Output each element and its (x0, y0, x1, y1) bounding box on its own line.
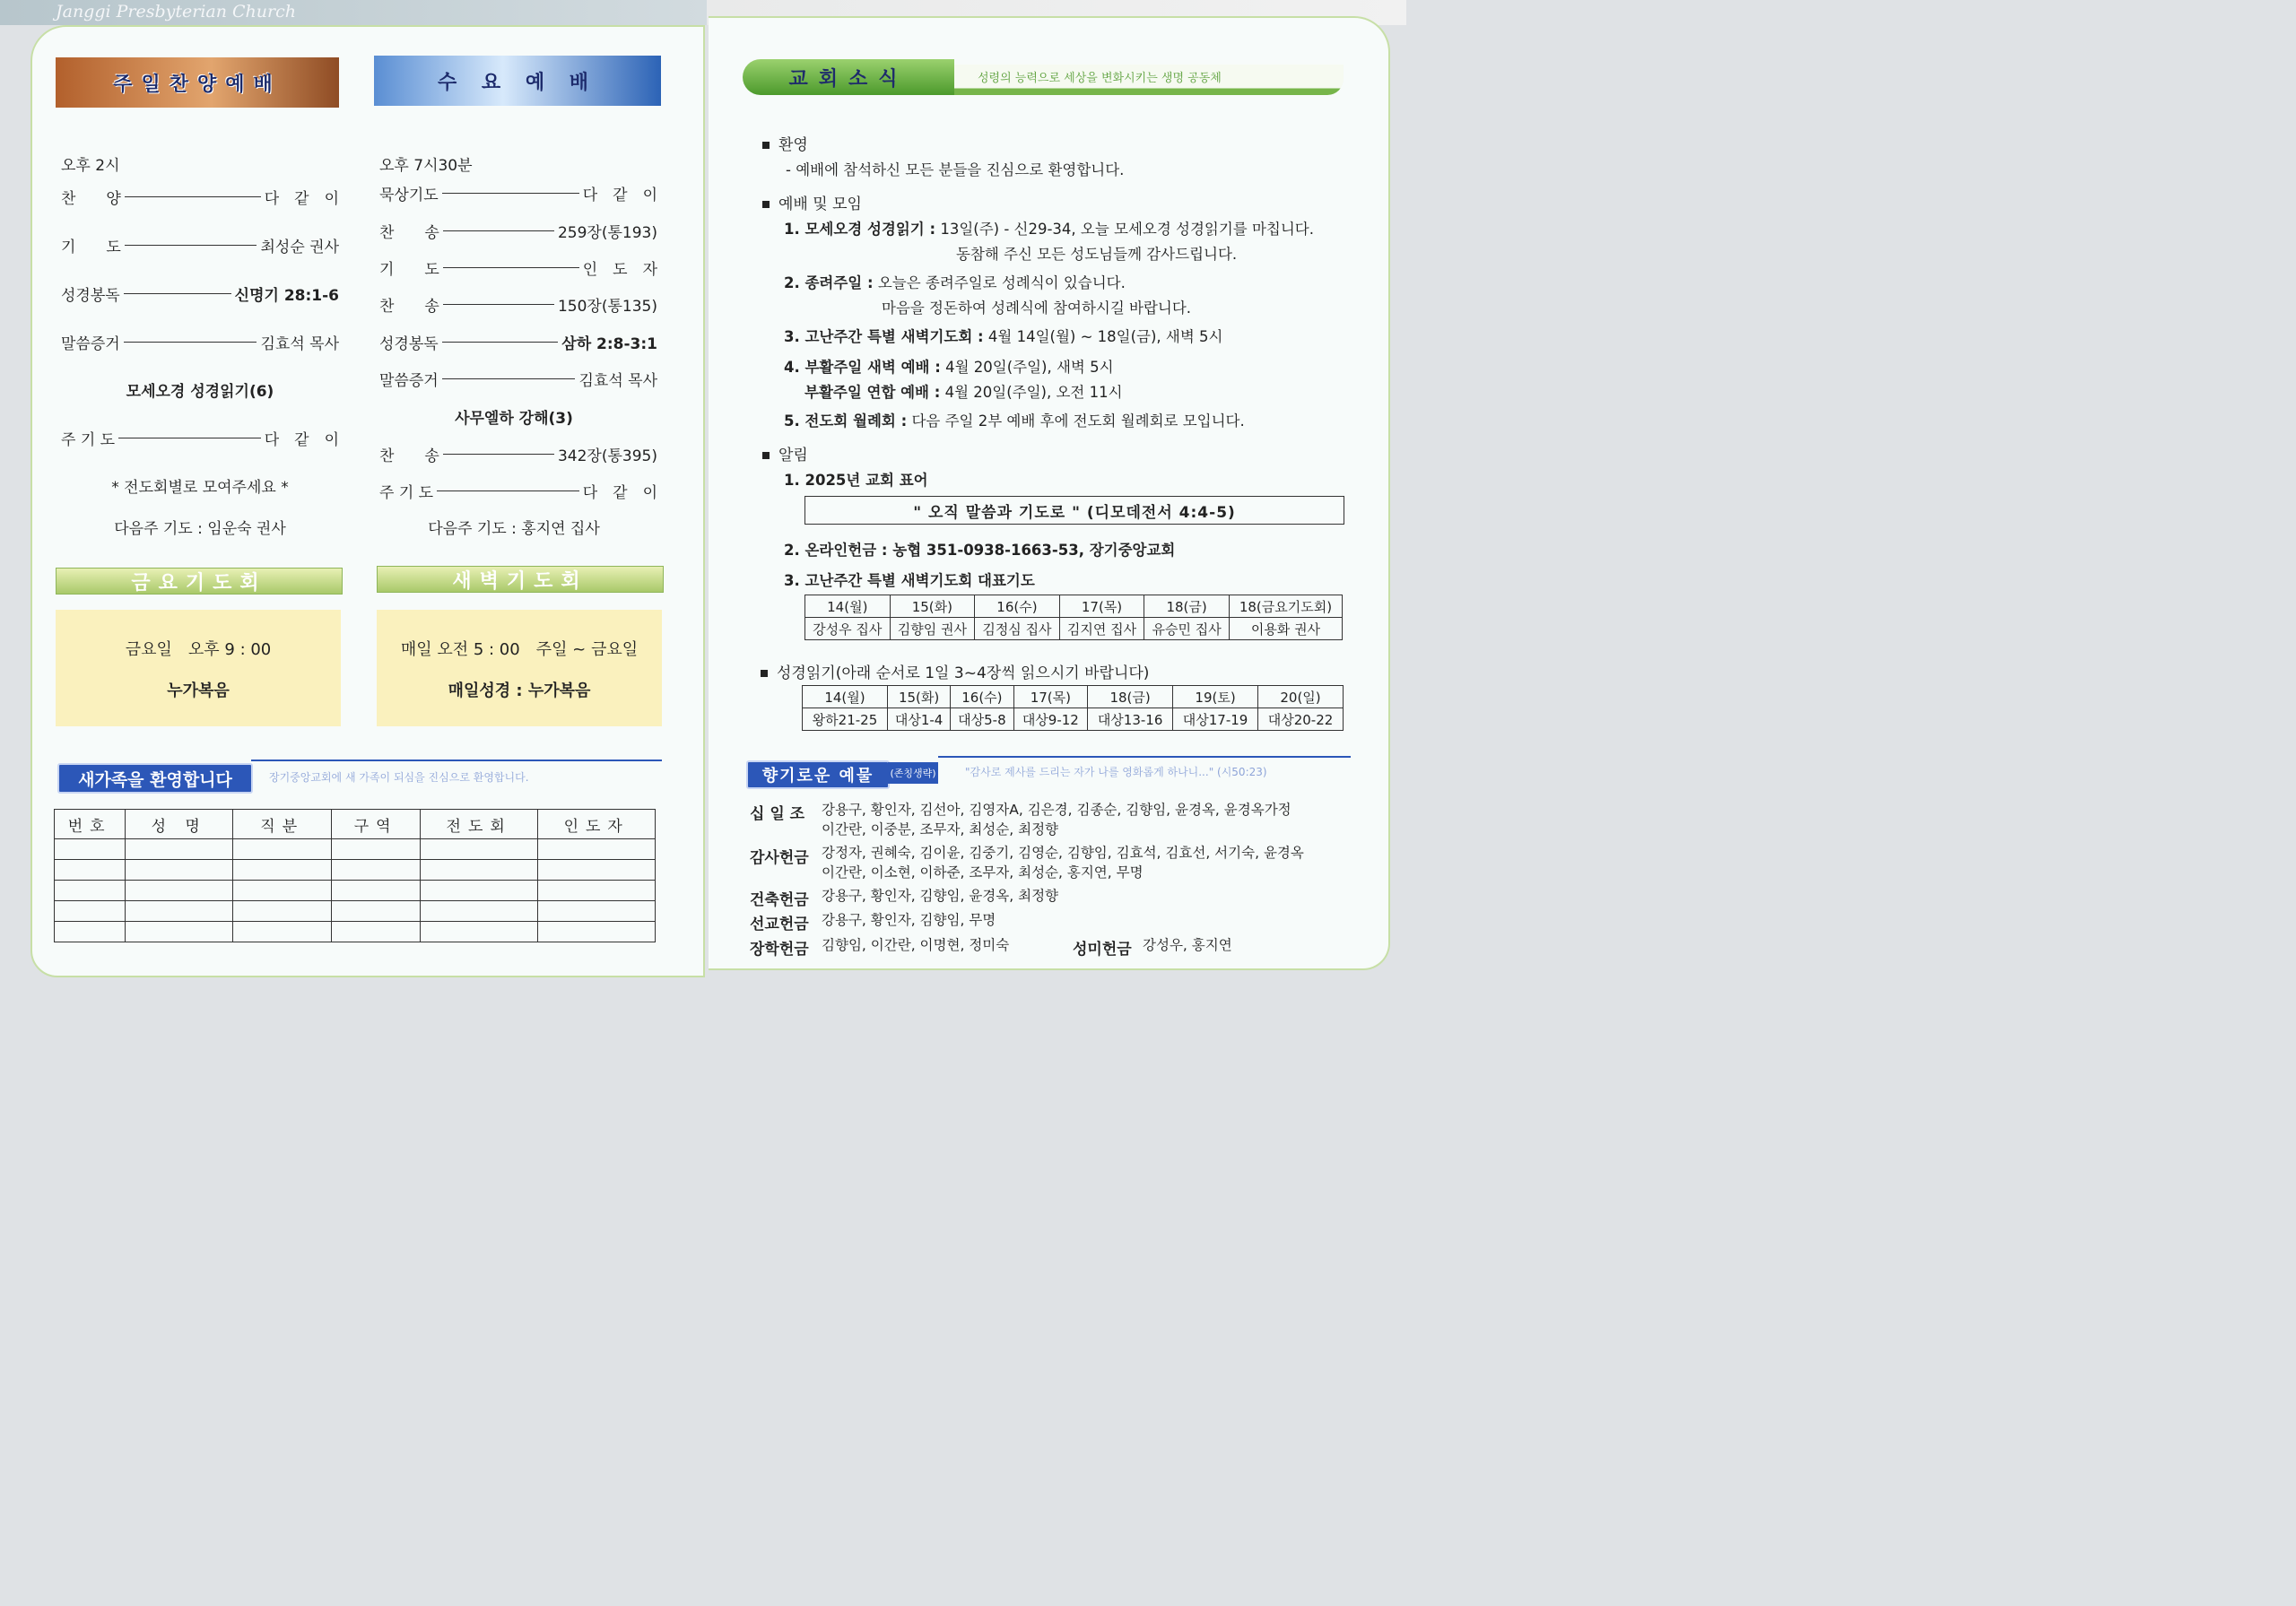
sunday-row (61, 186, 339, 208)
column-header: 성 명 (126, 810, 233, 839)
table-cell: 대상20-22 (1258, 708, 1344, 731)
row-label: 기 도 (61, 239, 121, 256)
welcome-text: - 예배에 참석하신 모든 분들을 진심으로 환영합니다. (786, 161, 1125, 178)
column-header: 구역 (332, 810, 421, 839)
news-header (743, 59, 1344, 95)
scholarship-offering-names: 김향임, 이간란, 이명현, 정미숙 (822, 937, 1010, 953)
offering-verse: "감사로 제사를 드리는 자가 나를 영화롭게 하나니..." (시50:23) (965, 766, 1267, 778)
church-brand: Janggi Presbyterian Church (56, 2, 296, 22)
friday-prayer-box (56, 610, 341, 726)
table-cell: 유승민 집사 (1144, 618, 1230, 640)
row-label: 주 기 도 (61, 431, 116, 449)
table-cell: 대상9-12 (1013, 708, 1088, 731)
news-header-subtitle: 성령의 능력으로 세상을 변화시키는 생명 공동체 (978, 72, 1222, 85)
notice-section-title: 알림 (762, 442, 808, 464)
news-item: 5. 전도회 월례회 : 다음 주일 2부 예배 후에 전도회 월례회로 모입니다. (784, 412, 1245, 430)
column-header: 직분 (233, 810, 332, 839)
new-family-rule (251, 760, 662, 761)
wednesday-row (379, 220, 657, 242)
row-value: 342장(통395) (557, 447, 657, 465)
table-cell: 19(토) (1173, 686, 1258, 708)
table-cell: 15(화) (890, 595, 975, 618)
row-label: 성경봉독 (61, 287, 120, 305)
column-header: 인도자 (538, 810, 656, 839)
news-item-continued: 동참해 주신 모든 성도님들께 감사드립니다. (956, 246, 1238, 263)
mission-offering-label: 선교헌금 (750, 916, 809, 933)
column-header: 번호 (55, 810, 126, 839)
row-value: 다 같 이 (582, 484, 657, 502)
table-cell: 이용화 권사 (1229, 618, 1342, 640)
welcome-section-title: 환영 (762, 132, 808, 154)
row-value: 김효석 목사 (578, 372, 657, 390)
row-label: 찬 송 (379, 447, 439, 465)
friday-prayer-header: 금요기도회 (56, 568, 343, 595)
table-cell: 16(수) (975, 595, 1060, 618)
bullet-icon (762, 452, 770, 459)
new-family-header: 새가족을 환영합니다 (57, 763, 253, 794)
building-offering-names: 강용구, 황인자, 김향임, 윤경옥, 최정향 (822, 888, 1059, 904)
table-cell: 17(목) (1013, 686, 1088, 708)
table-cell: 김지연 집사 (1059, 618, 1144, 640)
row-label: 주 기 도 (379, 484, 434, 502)
table-cell: 대상17-19 (1173, 708, 1258, 731)
table-cell: 17(목) (1059, 595, 1144, 618)
row-value: 김효석 목사 (260, 335, 339, 353)
news-header-title: 교회소식 (743, 59, 954, 95)
offering-rule (938, 756, 1351, 758)
table-cell: 14(월) (803, 686, 888, 708)
news-item: 1. 모세오경 성경읽기 : 13일(주) - 신29-34, 오늘 모세오경 성경읽기를 마칩니다. (784, 221, 1314, 238)
rice-offering-label: 성미헌금 (1073, 941, 1132, 959)
dawn-prayer-box (377, 610, 662, 726)
table-row (803, 686, 1344, 708)
notice-item: 1. 2025년 교회 표어 (784, 472, 928, 489)
notice-item: 3. 고난주간 특별 새벽기도회 대표기도 (784, 572, 1035, 589)
table-row (55, 881, 656, 901)
sunday-row (61, 427, 339, 449)
mission-offering-names: 강용구, 황인자, 김향임, 무명 (822, 912, 996, 928)
table-cell: 18(금) (1144, 595, 1230, 618)
table-row (55, 922, 656, 942)
table-cell: 14(월) (805, 595, 891, 618)
table-cell: 대상5-8 (951, 708, 1013, 731)
row-value: 최성순 권사 (260, 239, 339, 256)
tithe-names: 강용구, 황인자, 김선아, 김영자A, 김은경, 김종순, 김향임, 윤경옥, 윤경옥가정 이간란, 이중분, 조무자, 최성순, 최정향 (822, 802, 1292, 838)
row-value: 259장(통193) (557, 224, 657, 242)
new-family-table (54, 809, 656, 942)
wednesday-row (379, 368, 657, 390)
sunday-worship-header: 주일찬양예배 (56, 57, 339, 108)
news-item-continued: 부활주일 연합 예배 : 4월 20일(주일), 오전 11시 (804, 384, 1123, 401)
sunday-row (61, 234, 339, 256)
sunday-sermon-title: 모세오경 성경읽기(6) (126, 383, 274, 401)
wednesday-row (379, 256, 657, 279)
row-label: 말씀증거 (61, 335, 120, 353)
row-label: 기 도 (379, 261, 439, 279)
table-cell: 왕하21-25 (803, 708, 888, 731)
prayer-leader-table (804, 595, 1343, 640)
new-family-subtitle: 장기중앙교회에 새 가족이 되심을 진심으로 환영합니다. (269, 771, 529, 784)
dawn-prayer-header: 새벽기도회 (377, 566, 664, 593)
wednesday-row (379, 331, 657, 353)
wednesday-row (379, 293, 657, 316)
news-item: 3. 고난주간 특별 새벽기도회 : 4월 14일(월) ~ 18일(금), 새벽 5시 (784, 328, 1223, 345)
sunday-next-prayer: 다음주 기도 : 임운숙 권사 (114, 520, 286, 538)
wednesday-next-prayer: 다음주 기도 : 홍지연 집사 (428, 520, 600, 538)
table-row (55, 901, 656, 922)
table-cell: 강성우 집사 (805, 618, 891, 640)
tithe-label: 십 일 조 (750, 805, 805, 823)
table-row (805, 595, 1343, 618)
sunday-row (61, 331, 339, 353)
row-label: 묵상기도 (379, 187, 439, 204)
row-value: 인 도 자 (582, 261, 657, 279)
wednesday-sermon-title: 사무엘하 강해(3) (455, 410, 573, 428)
news-item: 4. 부활주일 새벽 예배 : 4월 20일(주일), 새벽 5시 (784, 359, 1114, 376)
thanks-offering-label: 감사헌금 (750, 849, 809, 867)
offering-honorific-tag: (존칭생략) (888, 762, 938, 784)
table-row (55, 839, 656, 860)
table-row (803, 708, 1344, 731)
friday-time: 금요일 오후 9 : 00 (125, 640, 272, 659)
building-offering-label: 건축헌금 (750, 891, 809, 909)
table-cell: 15(화) (887, 686, 950, 708)
row-label: 말씀증거 (379, 372, 439, 390)
table-cell: 김정심 집사 (975, 618, 1060, 640)
offering-header: 향기로운 예물 (746, 760, 890, 789)
table-cell: 20(일) (1258, 686, 1344, 708)
table-cell: 대상1-4 (887, 708, 950, 731)
row-label: 성경봉독 (379, 335, 439, 353)
meetings-section-title: 예배 및 모임 (762, 191, 862, 213)
row-value: 150장(통135) (557, 298, 657, 316)
row-label: 찬 송 (379, 298, 439, 316)
bible-reading-table (802, 685, 1344, 731)
table-row (805, 618, 1343, 640)
wednesday-row (379, 182, 657, 204)
bullet-icon (761, 670, 768, 677)
table-header-row (55, 810, 656, 839)
reading-section-title: 성경읽기(아래 순서로 1일 3~4장씩 읽으시기 바랍니다) (761, 660, 1149, 682)
dawn-time: 매일 오전 5 : 00 주일 ~ 금요일 (400, 640, 639, 659)
friday-book: 누가복음 (167, 681, 230, 700)
notice-item: 2. 온라인헌금 : 농협 351-0938-1663-53, 장기중앙교회 (784, 542, 1176, 559)
wednesday-worship-header: 수 요 예 배 (374, 56, 661, 106)
bullet-icon (762, 142, 770, 149)
sunday-note: * 전도회별로 모여주세요 * (111, 479, 289, 497)
wednesday-time: 오후 7시30분 (379, 157, 473, 175)
wednesday-row (379, 443, 657, 465)
column-header: 전도회 (420, 810, 537, 839)
wednesday-row (379, 480, 657, 502)
sunday-time: 오후 2시 (61, 157, 120, 175)
table-row (55, 860, 656, 881)
table-cell: 18(금요기도회) (1229, 595, 1342, 618)
bullet-icon (762, 201, 770, 208)
news-item-continued: 마음을 정돈하여 성례식에 참여하시길 바랍니다. (882, 299, 1192, 317)
scholarship-offering-label: 장학헌금 (750, 941, 809, 959)
row-value: 다 같 이 (582, 187, 657, 204)
row-value: 삼하 2:8-3:1 (561, 335, 657, 353)
thanks-offering-names: 강정자, 권혜숙, 김이윤, 김중기, 김영순, 김향임, 김효석, 김효선, 서기숙, 윤경옥 이간란, 이소현, 이하준, 조무자, 최성순, 홍지연, 무명 (822, 845, 1304, 881)
row-value: 다 같 이 (264, 190, 339, 208)
sunday-row (61, 282, 339, 305)
table-cell: 대상13-16 (1088, 708, 1173, 731)
news-item: 2. 종려주일 : 오늘은 종려주일로 성례식이 있습니다. (784, 274, 1126, 291)
table-cell: 18(금) (1088, 686, 1173, 708)
row-value: 신명기 28:1-6 (234, 287, 339, 305)
row-label: 찬 송 (379, 224, 439, 242)
dawn-book: 매일성경 : 누가복음 (448, 681, 591, 700)
table-cell: 김향임 권사 (890, 618, 975, 640)
row-label: 찬 양 (61, 190, 121, 208)
church-motto: " 오직 말씀과 기도로 " (디모데전서 4:4-5) (804, 496, 1344, 525)
table-cell: 16(수) (951, 686, 1013, 708)
rice-offering-names: 강성우, 홍지연 (1143, 937, 1232, 953)
row-value: 다 같 이 (264, 431, 339, 449)
